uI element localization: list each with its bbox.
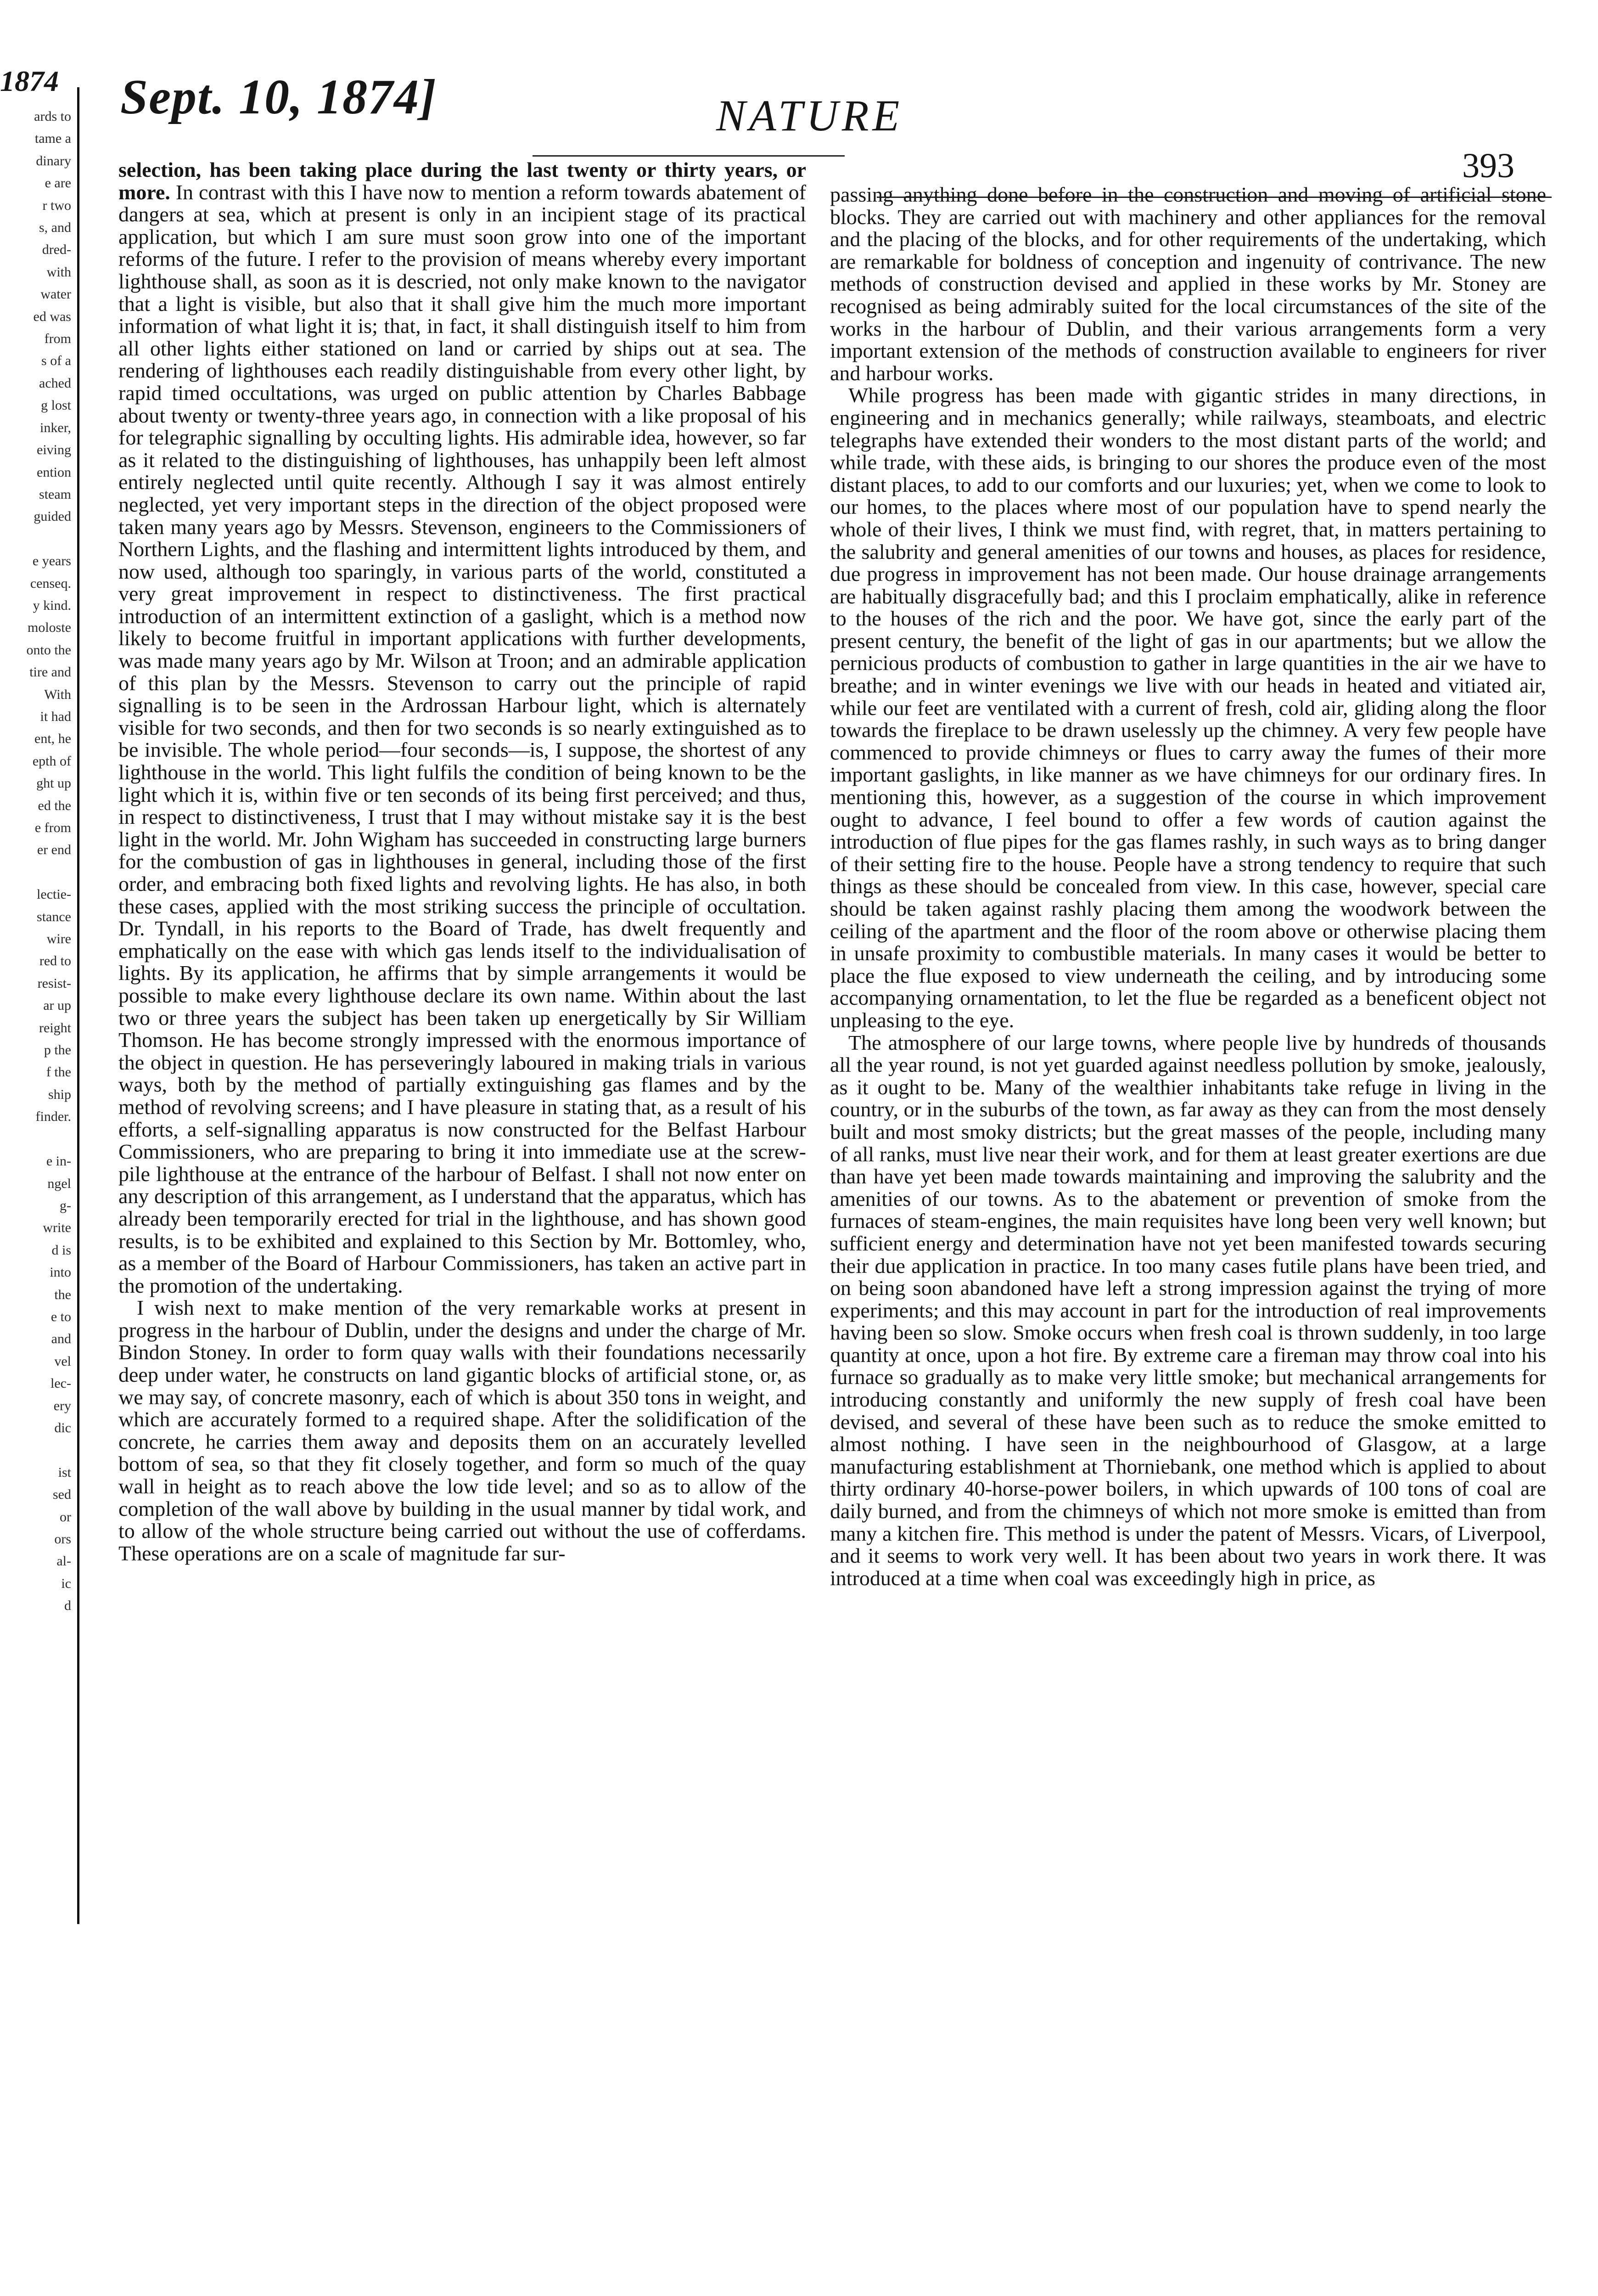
previous-page-fragment: steam xyxy=(39,486,71,502)
previous-page-fragment xyxy=(0,1439,71,1461)
header-rule-left xyxy=(533,155,845,157)
previous-page-fragment: water xyxy=(40,287,71,302)
previous-page-fragment: moloste xyxy=(28,620,71,636)
previous-page-fragment: s of a xyxy=(41,353,71,369)
left-paragraph-1-body: In contrast with this I have now to mention a reform towards abatement of dangers at sea, which at present is only in an incipient stage of its practical application, but which I am sure must soon grow into one of the important reforms of the future. I refer to the provision of means whereby every important lighthouse shall, as soon as it is descried, not only make known to the navigator that a light is visible, but also that it shall give him the much more important information of what light it is; that, in fact, it shall distinguish itself to him from all other lights either stationed on land or carried by ships out at sea. The rendering of lighthouses each readily distinguishable from every other light, by rapid timed occultations, was urged on public attention by Charles Babbage about twenty or twenty-three years ago, in connection with a like proposal of his for telegraphic signalling by occulting lights. His admirable idea, however, so far as it related to the distinguishing of lighthouses, has unhappily been left almost entirely neglected until quite recently. Although I say it was almost entirely neglected, yet very important steps in the direction of the object proposed were taken many years ago by Messrs. Stevenson, engineers to the Commissioners of Northern Lights, and the flashing and intermittent lights introduced by them, and now used, although too sparingly, in various parts of the world, constituted a very great improvement in respect to distinctiveness. The first practical introduction of an intermittent extinction of a gaslight, which is a method now likely to become fruitful in important applications with further developments, was made many years ago by Mr. Wilson at Troon; and an admirable application of this plan by the Messrs. Stevenson to carry out the principle of rapid signalling is to be seen in the Ardrossan Harbour light, which is alternately visible for two seconds, and then for two seconds is so nearly extinguished as to be invisible. The whole period—four seconds—is, I suppose, the shortest of any lighthouse in the world. This light fulfils the condition of being known to be the light which it is, within five or ten seconds of its being first perceived; and thus, in respect to distinctiveness, I trust that I may without mistake say it is the best light in the world. Mr. John Wigham has succeeded in constructing large burners for the combustion of gas in lighthouses in general, including those of the first order, and embracing both fixed lights and revolving lights. He has also, in both these cases, applied with the most striking success the principle of occultation. Dr. Tyndall, in his reports to the Board of Trade, has dwelt frequently and emphatically on the ease with which gas lends itself to the individualisation of lights. By its application, he affirms that by simple arrangements it would be possible to make every lighthouse declare its own name. Within about the last two or three years the subject has been taken up energetically by Sir William Thomson. He has become strongly impressed with the enormous importance of the object in question. He has perseveringly laboured in making trials in various ways, both by the method of partially extinguishing gas flames and by the method of revolving screens; and I have pleasure in stating that, as a result of his efforts, a self-signalling apparatus is now constructed for the Belfast Harbour Commissioners, who are preparing to bring it into immediate use at the screw-pile lighthouse at the entrance of the harbour of Belfast. I shall not now enter on any description of this arrangement, as I understand that the apparatus, which has already been temporarily erected for trial in the lighthouse, and has shown good results, is to be exhibited and explained to this Section by Mr. Bottomley, who, as a member of the Board of Harbour Commissioners, has taken an active part in the promotion of the undertaking. xyxy=(118,180,807,1297)
previous-page-fragment xyxy=(0,528,71,550)
previous-page-fragment: ship xyxy=(48,1086,71,1102)
previous-page-fragment: s, and xyxy=(39,220,71,236)
previous-page-fragment: write xyxy=(43,1220,71,1236)
page-gutter-rule xyxy=(77,87,79,1924)
previous-page-fragment: dred- xyxy=(42,242,71,258)
previous-page-fragment: er end xyxy=(37,842,71,858)
previous-page-fragment: eiving xyxy=(37,442,71,458)
previous-page-fragment: reight xyxy=(39,1020,71,1035)
left-paragraph-2: I wish next to make mention of the very remarkable works at present in progress in the harbour of Dublin, under the designs and under the charge of Mr. Bindon Stoney. In order to form quay walls with their foundations necessarily deep under water, he constructs on land gigantic blocks of artificial stone, or, as we may say, of concrete masonry, each of which is about 350 tons in weight, and which are accurately formed to a required shape. After the solidification of the concrete, he carries them away and deposits them on an accurately levelled bottom of sea, so that they fit closely together, and form so much of the quay wall in height as to reach above the low tide level; and so as to allow of the completion of the wall above by building in the usual manner by tidal work, and to allow of the whole structure being carried out without the use of cofferdams. These operations are on a scale of magnitude far sur- xyxy=(118,1296,806,1565)
previous-page-fragment xyxy=(0,861,71,884)
previous-page-fragment: e years xyxy=(32,553,71,569)
previous-page-fragment: ery xyxy=(53,1398,71,1413)
previous-page-fragment: ist xyxy=(58,1464,71,1480)
previous-page-fragment: al- xyxy=(56,1553,71,1569)
previous-page-fragment xyxy=(0,1617,71,1639)
right-paragraph-1: passing anything done before in the construction and moving of artificial stone blocks. They are carried out with machinery and other appliances for the removal and the placing of the blocks, and for other requirements of the undertaking, which are remarkable for boldness of conception and ingenuity of contrivance. The new methods of construction devised and applied in these works by Mr. Stoney are recognised as being admirably suited for the local circumstances of the site of the works in the harbour of Dublin, and their various arrangements form a very important extension of the methods of construction available to engineers for river and harbour works. xyxy=(830,183,1546,385)
previous-page-fragment: d xyxy=(64,1598,71,1614)
previous-page-fragment: with xyxy=(46,264,71,280)
previous-page-fragment: g lost xyxy=(41,398,71,413)
previous-page-fragment: finder. xyxy=(35,1109,71,1125)
right-column xyxy=(830,184,1546,1589)
previous-page-strip xyxy=(0,106,71,2034)
previous-page-fragment: ent, he xyxy=(34,731,71,747)
previous-page-fragment: ngel xyxy=(47,1176,71,1191)
previous-page-fragment: g- xyxy=(60,1198,71,1213)
previous-page-fragment xyxy=(0,1128,71,1150)
previous-page-fragment: lectie- xyxy=(37,887,71,902)
previous-page-fragment: r two xyxy=(42,197,71,213)
page-number: 393 xyxy=(1462,146,1514,185)
previous-page-fragment: ed was xyxy=(33,309,71,324)
previous-page-fragment: or xyxy=(60,1509,71,1525)
previous-page-fragment: d is xyxy=(51,1242,71,1258)
previous-page-fragment: onto the xyxy=(26,642,71,658)
previous-page-fragment: it had xyxy=(40,709,71,724)
previous-page-fragment: With xyxy=(44,687,71,702)
previous-page-fragment: dic xyxy=(54,1420,71,1435)
previous-page-fragment: p the xyxy=(44,1042,71,1058)
previous-page-fragment: ic xyxy=(61,1576,71,1591)
previous-page-fragment: y kind. xyxy=(33,597,71,613)
previous-page-fragment: ed the xyxy=(38,798,71,813)
previous-page-fragment: e are xyxy=(45,175,71,191)
previous-page-fragment: vel xyxy=(54,1353,71,1369)
previous-page-fragment: tire and xyxy=(29,664,71,680)
previous-page-fragment: ar up xyxy=(43,998,71,1013)
left-paragraph-1 xyxy=(118,159,806,1297)
previous-page-fragment: e from xyxy=(34,820,71,835)
previous-page-fragment: stance xyxy=(37,909,71,924)
previous-page-fragment: from xyxy=(44,331,71,347)
previous-page-fragment: guided xyxy=(34,509,71,524)
previous-page-fragment: lec- xyxy=(50,1376,71,1391)
previous-page-fragment: tame a xyxy=(34,131,71,146)
previous-page-fragment: the xyxy=(54,1287,71,1302)
previous-page-fragment: e to xyxy=(50,1309,71,1324)
previous-page-fragment: ards to xyxy=(34,109,71,124)
right-paragraph-3: The atmosphere of our large towns, where people live by hundreds of thousands all the year round, is not yet guarded against needless pollution by smoke, jealously, as it ought to be. Many of the wealthier inhabitants take refuge in living in the country, or in the suburbs of the town, as far away as they can from the most densely built and most smoky districts; but the great masses of the people, including many of all ranks, must live near their work, and for them at least greater exertions are due than have yet been made towards maintaining and improving the salubrity and the amenities of our towns. As to the abatement or prevention of smoke from the furnaces of steam-engines, the main requisites have long been very well known; but sufficient energy and determination have not yet been manifested towards securing their due application in practice. In too many cases futile plans have been tried, and on being soon abandoned have left a strong impression against the trying of more experiments; and this may account in part for the introduction of real improvements having been so slow. Smoke occurs when fresh coal is thrown suddenly, in too large quantity at once, upon a hot fire. By extreme care a fireman may throw coal into his furnace so gradually as to make very little smoke; but mechanical arrangements for introducing constantly and uniformly the new supply of fresh coal have been devised, and several of these have been such as to reduce the smoke emitted to almost nothing. I have seen in the neighbourhood of Glasgow, at a large manufacturing establishment at Thorniebank, one method which is applied to about thirty ordinary 40-horse-power boilers, in which upwards of 100 tons of coal are daily burned, and from the chimneys of which not more smoke is emitted than from many a kitchen fire. This method is under the patent of Messrs. Vicars, of Liverpool, and it seems to work very well. It has been about two years in work there. It was introduced at a time when coal was exceedingly high in price, as xyxy=(830,1030,1546,1590)
right-paragraph-2: While progress has been made with gigantic strides in many directions, in engineering and in mechanics generally; while railways, steamboats, and electric telegraphs have extended their wonders to the most distant parts of the world; and while trade, with these aids, is bringing to our shores the produce even of the most distant places, to add to our comforts and our luxuries; yet, when we come to look to our homes, to the places where most of our population have to spend nearly the whole of their lives, I think we must find, with regret, that, in matters pertaining to the salubrity and general amenities of our towns and houses, as places for residence, due progress in improvement has not been made. Our house drainage arrangements are habitually disgracefully bad; and this I proclaim emphatically, alike in reference to the houses of the rich and the poor. We have got, since the early part of the present century, the benefit of the light of gas in our apartments; but we allow the pernicious products of combustion to gather in large quantities in the air we have to breathe; and in winter evenings we live with our heads in heated and vitiated air, while our feet are ventilated with a current of fresh, cold air, gliding along the floor towards the fireplace to be drawn uselessly up the chimney. A very few people have commenced to provide chimneys or flues to carry away the fumes of their more important gaslights, in like manner as we have chimneys for our ordinary fires. In mentioning this, however, as a suggestion of the course in which improvement ought to advance, I feel bound to offer a few words of caution against the introduction of flue pipes for the gas flames rashly, in such ways as to bring danger of their setting fire to the house. People have a strong tendency to require that such things as these should be concealed from view. In this case, however, special care should be taken against rashly placing them among the woodwork between the ceiling of the apartment and the floor of the room above or otherwise placing them in unsafe proximity to combustible materials. In many cases it would be better to place the flue exposed to view underneath the ceiling, and by introducing some accompanying ornamentation, to let the flue be regarded as a beneficent object not unpleasing to the eye. xyxy=(830,383,1546,1032)
previous-page-fragment: ght up xyxy=(36,776,71,791)
previous-page-fragment: ention xyxy=(37,464,71,480)
left-column xyxy=(118,159,806,1564)
previous-page-fragment: f the xyxy=(46,1064,71,1080)
previous-page-fragment: epth of xyxy=(32,753,71,769)
previous-page-fragment: e in- xyxy=(46,1154,71,1169)
journal-title: NATURE xyxy=(716,91,903,140)
previous-page-fragment: inker, xyxy=(40,420,71,435)
previous-page-fragment: sed xyxy=(53,1487,71,1503)
previous-page-fragment: dinary xyxy=(36,153,71,169)
previous-page-fragment: ached xyxy=(39,375,71,391)
previous-page-fragment: resist- xyxy=(37,975,71,991)
issue-date: Sept. 10, 1874] xyxy=(120,70,437,124)
previous-page-fragment: red to xyxy=(39,953,71,969)
left-paragraph-1-lead: selection, has been taking place during the last twenty or thirty years, or more. xyxy=(118,158,806,204)
previous-page-fragment: and xyxy=(51,1331,71,1347)
previous-page-fragment: into xyxy=(50,1265,71,1280)
previous-page-fragment: wire xyxy=(46,931,71,947)
previous-page-year: 1874 xyxy=(0,65,59,97)
previous-page-fragment: ors xyxy=(54,1531,71,1547)
previous-page-fragment: censeq. xyxy=(30,575,71,591)
